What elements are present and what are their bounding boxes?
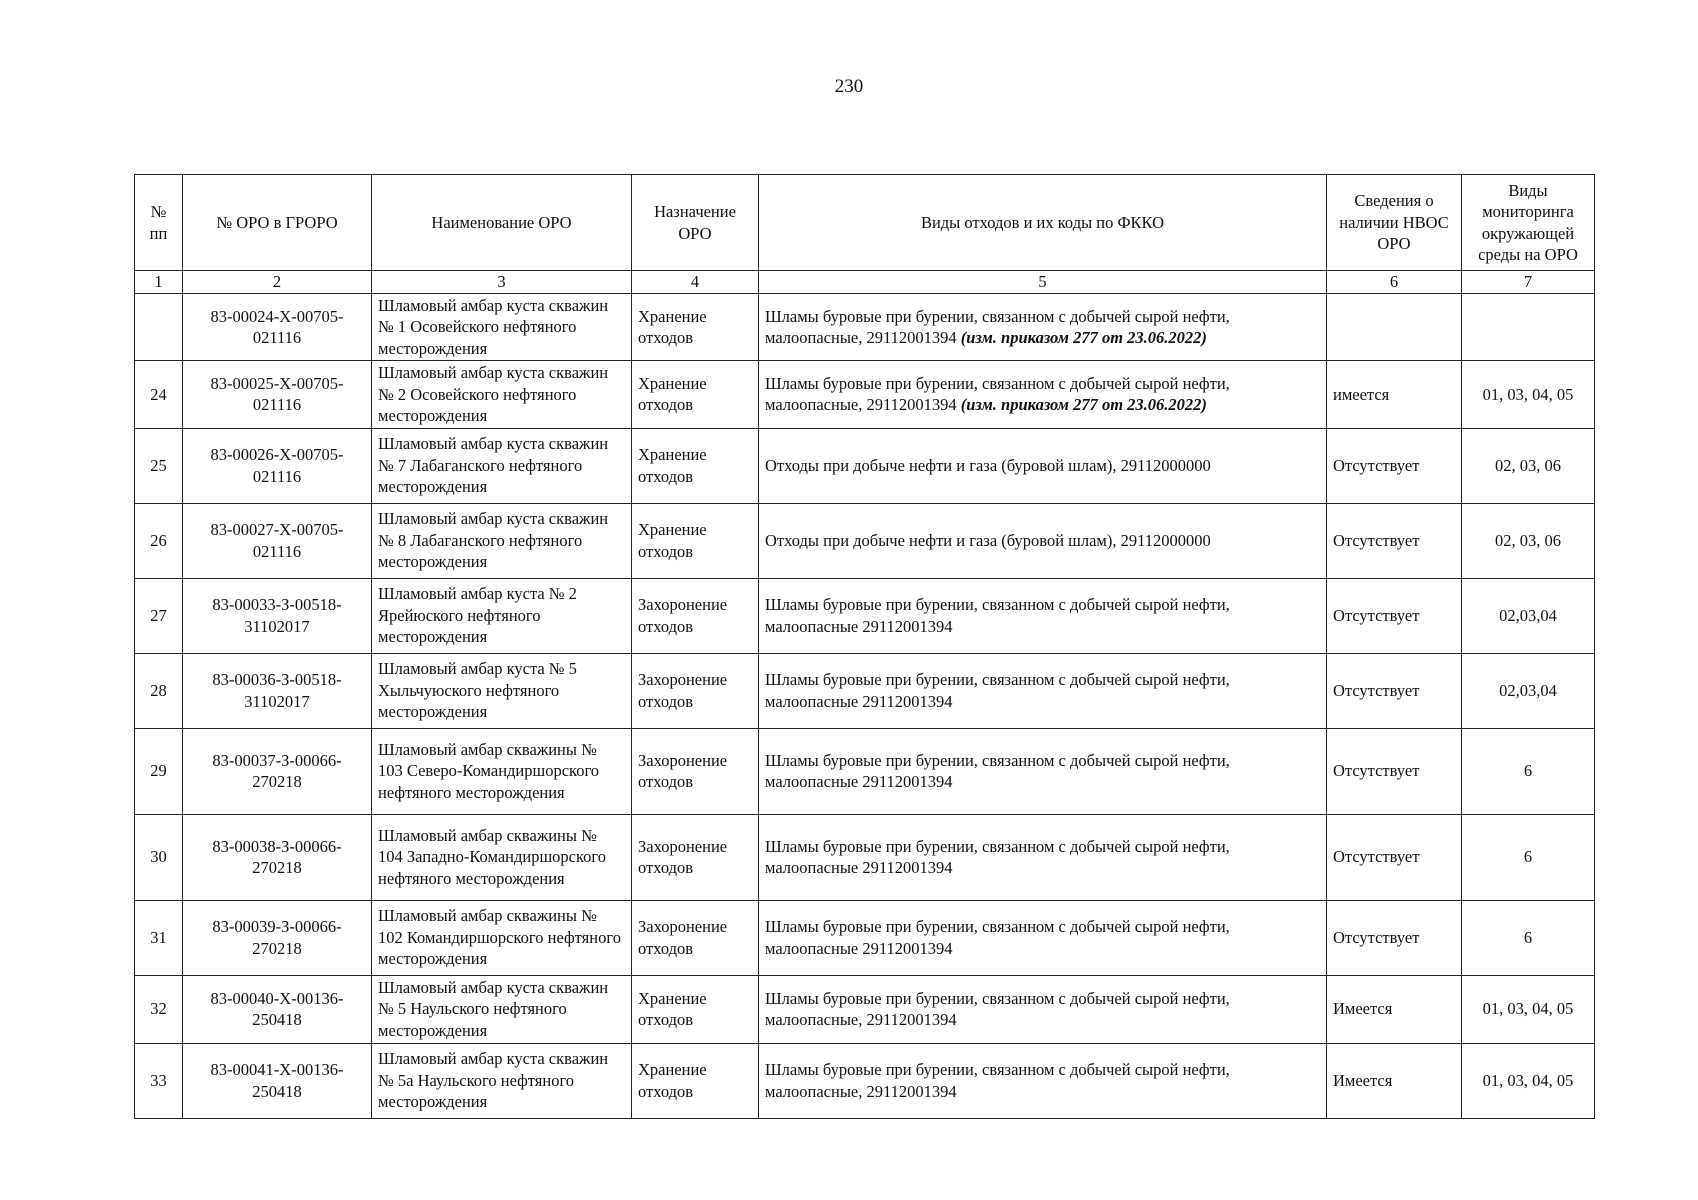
nvos-info: Отсутствует <box>1327 578 1462 653</box>
oro-registry-number: 83-00039-З-00066-270218 <box>183 900 372 975</box>
nvos-info: Отсутствует <box>1327 653 1462 728</box>
oro-name: Шламовый амбар скважины № 104 Западно-Командиршорского нефтяного месторождения <box>372 814 632 900</box>
waste-types <box>759 814 1327 900</box>
table-row <box>135 728 1595 814</box>
table-row <box>135 1043 1595 1118</box>
page-number: 230 <box>834 76 864 97</box>
waste-text: Шламы буровые при бурении, связанном с добычей сырой нефти, малоопасные 29112001394 <box>765 595 1230 636</box>
waste-types <box>759 728 1327 814</box>
oro-registry-number: 83-00026-Х-00705-021116 <box>183 428 372 503</box>
column-number: 2 <box>183 271 372 294</box>
oro-name: Шламовый амбар куста скважин № 1 Осовейского нефтяного месторождения <box>372 294 632 361</box>
row-number: 24 <box>135 361 183 428</box>
waste-types <box>759 503 1327 578</box>
waste-text: Шламы буровые при бурении, связанном с добычей сырой нефти, малоопасные, 29112001394 <box>765 1060 1230 1101</box>
column-number: 7 <box>1462 271 1595 294</box>
column-number: 5 <box>759 271 1327 294</box>
oro-purpose: Хранение отходов <box>632 503 759 578</box>
table-row <box>135 653 1595 728</box>
oro-registry-table <box>134 174 1595 1119</box>
oro-registry-number: 83-00027-Х-00705-021116 <box>183 503 372 578</box>
table-row <box>135 361 1595 428</box>
monitoring-types: 6 <box>1462 814 1595 900</box>
waste-text: Отходы при добыче нефти и газа (буровой шлам), 29112000000 <box>765 455 1211 475</box>
waste-text: Шламы буровые при бурении, связанном с добычей сырой нефти, малоопасные, 29112001394 <box>765 306 1230 348</box>
nvos-info <box>1327 294 1462 361</box>
table-row <box>135 428 1595 503</box>
header-cell: № ОРО в ГРОРО <box>183 175 372 271</box>
waste-text: Шламы буровые при бурении, связанном с добычей сырой нефти, малоопасные 29112001394 <box>765 836 1230 878</box>
waste-types <box>759 361 1327 428</box>
table-row <box>135 814 1595 900</box>
header-cell: Виды отходов и их коды по ФККО <box>759 175 1327 271</box>
column-number-row <box>135 271 1595 294</box>
monitoring-types <box>1462 294 1595 361</box>
oro-registry-number: 83-00036-З-00518-31102017 <box>183 653 372 728</box>
waste-text: Шламы буровые при бурении, связанном с добычей сырой нефти, малоопасные 29112001394 <box>765 670 1230 711</box>
row-number: 27 <box>135 578 183 653</box>
monitoring-types: 01, 03, 04, 05 <box>1462 1043 1595 1118</box>
header-cell: № пп <box>135 175 183 271</box>
column-number: 1 <box>135 271 183 294</box>
waste-text: Шламы буровые при бурении, связанном с добычей сырой нефти, малоопасные, 29112001394 <box>765 988 1230 1030</box>
row-number: 32 <box>135 975 183 1043</box>
monitoring-types: 01, 03, 04, 05 <box>1462 975 1595 1043</box>
oro-purpose: Хранение отходов <box>632 428 759 503</box>
monitoring-types: 01, 03, 04, 05 <box>1462 361 1595 428</box>
oro-name: Шламовый амбар куста № 5 Хыльчуюского нефтяного месторождения <box>372 653 632 728</box>
oro-name: Шламовый амбар куста скважин № 2 Осовейского нефтяного месторождения <box>372 361 632 428</box>
row-number: 31 <box>135 900 183 975</box>
monitoring-types: 02,03,04 <box>1462 653 1595 728</box>
oro-name: Шламовый амбар куста скважин № 5 Наульского нефтяного месторождения <box>372 975 632 1043</box>
table-body <box>135 294 1595 1119</box>
amendment-note: (изм. приказом 277 от 23.06.2022) <box>960 328 1207 348</box>
oro-registry-number: 83-00033-З-00518-31102017 <box>183 578 372 653</box>
waste-text: Отходы при добыче нефти и газа (буровой шлам), 29112000000 <box>765 530 1211 550</box>
waste-types <box>759 975 1327 1043</box>
monitoring-types: 02, 03, 06 <box>1462 428 1595 503</box>
header-cell: Назначение ОРО <box>632 175 759 271</box>
oro-name: Шламовый амбар куста скважин № 7 Лабаганского нефтяного месторождения <box>372 428 632 503</box>
column-number: 3 <box>372 271 632 294</box>
row-number: 26 <box>135 503 183 578</box>
oro-name: Шламовый амбар скважины № 103 Северо-Командиршорского нефтяного месторождения <box>372 728 632 814</box>
oro-purpose: Хранение отходов <box>632 975 759 1043</box>
monitoring-types: 6 <box>1462 900 1595 975</box>
monitoring-types: 6 <box>1462 728 1595 814</box>
amendment-note: (изм. приказом 277 от 23.06.2022) <box>960 395 1207 415</box>
waste-types <box>759 294 1327 361</box>
oro-registry-number: 83-00025-Х-00705-021116 <box>183 361 372 428</box>
oro-registry-number: 83-00040-Х-00136-250418 <box>183 975 372 1043</box>
waste-types <box>759 578 1327 653</box>
nvos-info: имеется <box>1327 361 1462 428</box>
waste-types <box>759 428 1327 503</box>
row-number: 33 <box>135 1043 183 1118</box>
nvos-info: Отсутствует <box>1327 728 1462 814</box>
waste-types <box>759 900 1327 975</box>
header-row <box>135 175 1595 271</box>
column-number: 6 <box>1327 271 1462 294</box>
table-row <box>135 294 1595 361</box>
waste-types <box>759 653 1327 728</box>
oro-purpose: Хранение отходов <box>632 294 759 361</box>
waste-text: Шламы буровые при бурении, связанном с добычей сырой нефти, малоопасные, 29112001394 <box>765 374 1230 415</box>
table-row <box>135 503 1595 578</box>
row-number: 30 <box>135 814 183 900</box>
oro-purpose: Хранение отходов <box>632 361 759 428</box>
row-number: 29 <box>135 728 183 814</box>
waste-text: Шламы буровые при бурении, связанном с добычей сырой нефти, малоопасные 29112001394 <box>765 917 1230 958</box>
oro-registry-number: 83-00037-З-00066-270218 <box>183 728 372 814</box>
oro-purpose: Захоронение отходов <box>632 900 759 975</box>
monitoring-types: 02,03,04 <box>1462 578 1595 653</box>
header-cell: Наименование ОРО <box>372 175 632 271</box>
table-row <box>135 975 1595 1043</box>
table-row <box>135 578 1595 653</box>
oro-name: Шламовый амбар куста скважин № 5а Наульского нефтяного месторождения <box>372 1043 632 1118</box>
row-number: 25 <box>135 428 183 503</box>
header-cell: Виды мониторинга окружающей среды на ОРО <box>1462 175 1595 271</box>
oro-name: Шламовый амбар куста скважин № 8 Лабаганского нефтяного месторождения <box>372 503 632 578</box>
oro-name: Шламовый амбар скважины № 102 Командиршорского нефтяного месторождения <box>372 900 632 975</box>
row-number <box>135 294 183 361</box>
oro-registry-number: 83-00024-Х-00705-021116 <box>183 294 372 361</box>
oro-purpose: Захоронение отходов <box>632 578 759 653</box>
oro-purpose: Хранение отходов <box>632 1043 759 1118</box>
nvos-info: Отсутствует <box>1327 428 1462 503</box>
table-row <box>135 900 1595 975</box>
nvos-info: Имеется <box>1327 1043 1462 1118</box>
oro-purpose: Захоронение отходов <box>632 814 759 900</box>
nvos-info: Имеется <box>1327 975 1462 1043</box>
oro-name: Шламовый амбар куста № 2 Ярейюского нефтяного месторождения <box>372 578 632 653</box>
nvos-info: Отсутствует <box>1327 814 1462 900</box>
column-number: 4 <box>632 271 759 294</box>
monitoring-types: 02, 03, 06 <box>1462 503 1595 578</box>
nvos-info: Отсутствует <box>1327 900 1462 975</box>
oro-registry-number: 83-00038-З-00066-270218 <box>183 814 372 900</box>
oro-purpose: Захоронение отходов <box>632 728 759 814</box>
row-number: 28 <box>135 653 183 728</box>
oro-purpose: Захоронение отходов <box>632 653 759 728</box>
waste-text: Шламы буровые при бурении, связанном с добычей сырой нефти, малоопасные 29112001394 <box>765 750 1230 792</box>
nvos-info: Отсутствует <box>1327 503 1462 578</box>
waste-types <box>759 1043 1327 1118</box>
header-cell: Сведения о наличии НВОС ОРО <box>1327 175 1462 271</box>
oro-registry-number: 83-00041-Х-00136-250418 <box>183 1043 372 1118</box>
